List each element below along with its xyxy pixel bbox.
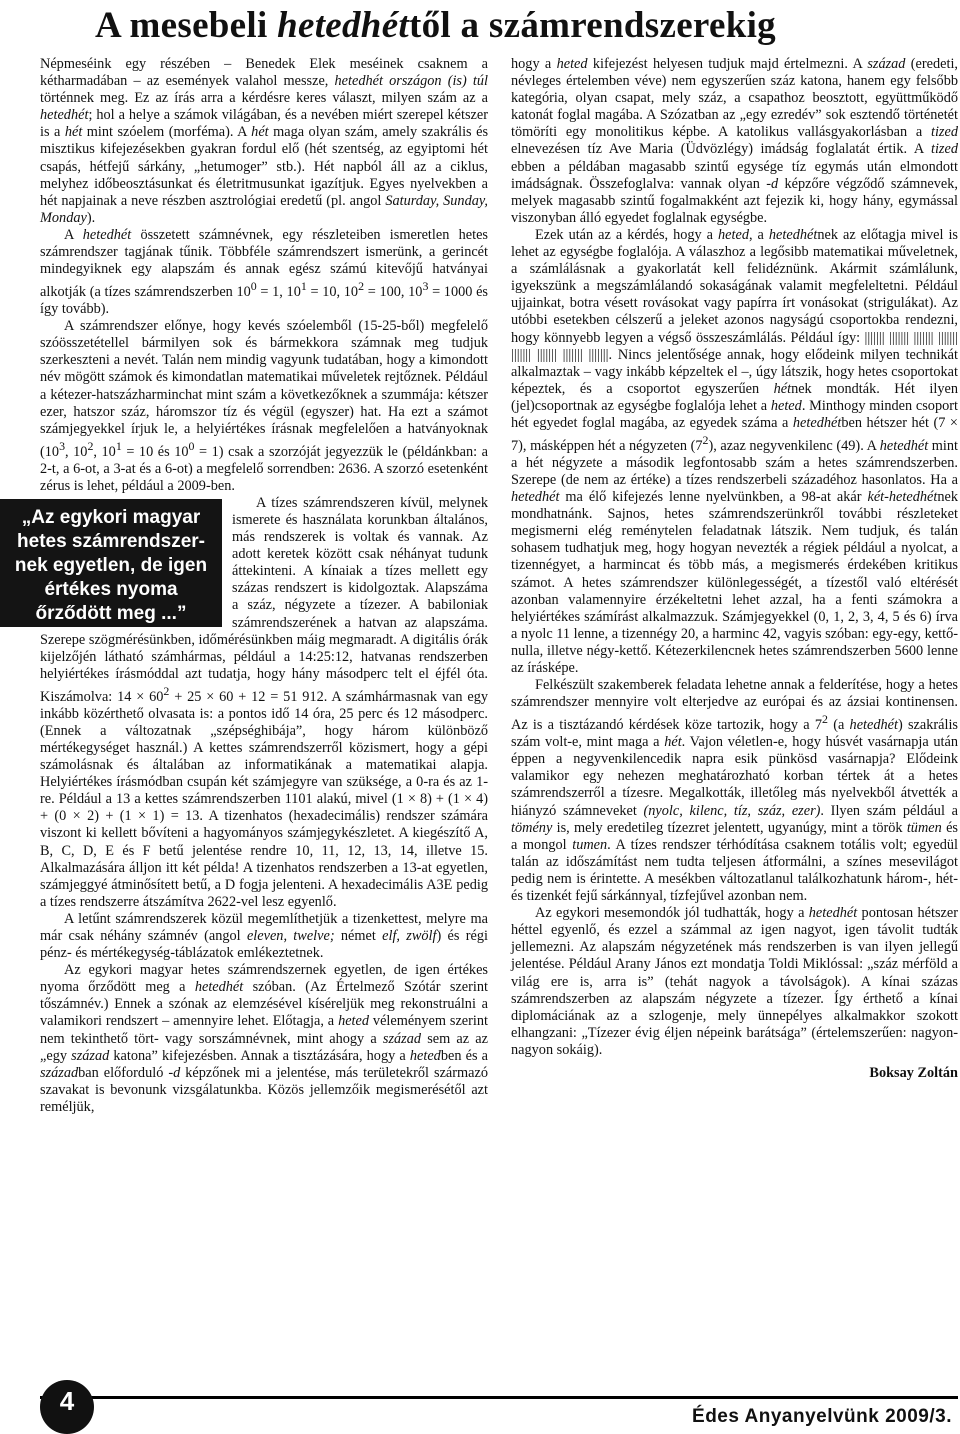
paragraph: A hetedhét összetett számnévnek, egy részleteiben ismeretlen hetes számrendszer tagjának tűnik. Többféle számrendszert ismerünk, a gerincét mindegyiknek egy alapszám és annak egész számú kitevőjű hatványai alkotják (a tízes számrendszerben $10^0 = 1$, $10^1 = 10$, $10^2 = 100$, $10^3 = 1000$ és így tovább).: [40, 226, 488, 318]
paragraph: Népmeséink egy részében – Benedek Elek meséinek csaknem a kétharmadában – az események valahol messze, hetedhét országon (is) túl történnek meg. Ez az írás arra a kérdésre keres választ, milyen szám az a hetedhét; hol a helye a számok világában, és a nevében miért szerepel kétszer is a hét mint szóelem (morféma). A hét maga olyan szám, amely szakrális és misztikus kifejezésekben gyakran fordul elő (hét szentség, az egyiptomi hét csapás, hétfejű sárkány, „hetumoger” stb.). Hét napból áll az a ciklus, melyhez időbeosztásunkat és életritmusunkat igazítjuk. Egyes nyelvekben a hét napjainak a neve részben asztrológiai eredetű (pl. angol Saturday, Sunday, Monday).: [40, 56, 489, 226]
left-column: [14, 56, 489, 1116]
paragraph: A letűnt számrendszerek közül megemlíthetjük a tizenkettest, melyre ma már csak néhány számnév (angol eleven, twelve; német elf, zwölf) és régi pénz- és mértékegység-táblázatok emlékeztetnek.: [40, 910, 488, 962]
paragraph: Felkészült szakemberek feladata lehetne annak a felderítése, hogy a hetes számrendszer mennyire volt elterjedve az európai és az ázsiai kontinensen. Az is a tisztázandó kérdések köze tartozik, hogy a $7^2$ (a hetedhét) szakrális szám volt-e, mint maga a hét. Vajon véletlen-e, hogy húsvét vasárnapja után éppen a negyvenkilencedik napra esik pünkösd vasárnapja? Elődeink valamikor egy nehezen meghatározható korban tértek át a hetes számrendszerről a tízesre. Megalkották, illetőleg más nyelvekből átvették a hiányzó számneveket (nyolc, kilenc, tíz, száz, ezer). Ilyen szám például a tömény is, mely eredetileg tízezret jelentett, ugyanúgy, mint a török tümen és a mongol tumen. A tízes rendszer térhódítása csaknem totális volt; egyedül talán az időszámítást nem tudta teljesen átformálni, a színes mesevilágot pedig nem is érintette. A mesékben változatlanul találkozhatunk három-, hét- és tizenkét fejű sárkánnyal, tízfejűvel azonban nem.: [511, 677, 958, 905]
article-title: A mesebeli hetedhéttől a számrendszerekig: [95, 5, 776, 46]
page-number: 4: [59, 1386, 75, 1416]
right-column: [511, 56, 958, 1082]
tally-marks: ||||||| ||||||| ||||||| ||||||| ||||||| ||||||| ||||||| |||||||: [511, 329, 959, 363]
author-name: Boksay Zoltán: [869, 1064, 958, 1081]
paragraph: Ezek után az a kérdés, hogy a heted, a hetedhétnek az előtagja mivel is lehet az egységbe foglalója. A válaszhoz a legősibb matematikai műveletnek, a számlálásnak a gyakorlatát kell felidéznünk. Akármit számlálunk, igyekszünk a megszámlálandó sokaságának valamit megfeleltetni. Például ujjainkat, botra vésett rovásokat vagy papírra írt vonásokat (strigulákat). Az utóbbi esetekben célszerű a jeleket azonos nagyságú csoportokba rendezni, hogy könnyebb legyen a végső összeszámlálás. Például így: ||||||| ||||||| ||||||| ||||||| ||||||| ||||||| ||||||| |||||||. Nincs jelentősége annak, hogy elődeink milyen technikát alkalmaztak – vagy inkább képzeltek el –, úgy látszik, hogy hetes csoportokat képeztek, és a csoportot egyszerűen hétnek mondták. Hét ilyen (jel)csoportnak az egységbe foglalója lehet a heted. Minthogy minden csoport hét egyedet foglal magába, az egyedek száma a hetedhétben hétszer hét (7 × 7), másképpen hét a négyzeten $(7^2)$, azaz negyvenkilenc (49). A hetedhét mint a hét négyzete a második legfontosabb szám a hetes számrendszerben. Szerepe (de nem az értéke) a tízes rendszerbeli századéhoz hasonlatos. Ha a hetedhét ma élő kifejezés lenne nyelvünkben, a 98-at akár két-hetedhétnek mondhatnánk. Sajnos, hetes számrendszerünkről további részleteket megismerni elég reménytelen feladatnak látszik. Nem tudjuk, és talán sohasem tudhatjuk meg, hogy hogyan nevezték a régiek például a nyolcat, a tizennégyet, a harmincat és több más, a megismerés érdekében kritikus számot. A hetes számrendszer különlegességét, a tízestől való eltérését azonban valamennyire érzékeltetni lehet azzal, ha a fenti számokra a helyiértékes számírást alkalmazzuk. Számjegyekkel (0, 1, 2, 3, 4, 5 és 6) írva a nyolc 11 lenne, a tizennégy 20, a harminc 42, vagyis szóban: egy-egy, kettő-nulla, illetve négy-kettő. Kétezerkilencnek hetes számrendszerben 5600 lenne az írásképe.: [511, 226, 959, 677]
paragraph: A tízes számrendszeren kívül, melynek ismerete és használata korunkban általános, más rendszerek is voltak és vannak. Az adott keretek között csak néhányat tudunk áttekinteni. A kínaiak a tízes mellett egy százas rendszert is kidolgoztak. Alapszáma a száz, négyzete a tízezer. A babiloniak számrendszerének a hatvan az alapszáma. Szerepe szögmérésünkben, időmérésünkben máig megmaradt. A digitális órák kijelzőjén látható számhármas, például a 14:25:12, hatvanas rendszerben helyiértékes írásmóddal azt tudatja, hogy hány másodperc telt el éjfél óta. Kiszámolva: $14 \times 60^2 + 25 \times 60 + 12 = 51$ 912. A számhármasnak van egy inkább közérthető olvasata is: a pontos idő 14 óra, 25 perc és 12 másodperc. (Ennek a változatnak „szépséghibája”, hogy három különböző mértékegységet használ.) A kettes számrendszerről közismert, hogy a gépi számolásnak és általában az informatikának a matematikai alapja. Helyiértékes írásmódban csupán két számjegyre van szüksége, a 0-ra és az 1-re. Például a 13 a kettes számrendszerben 1101 alakú, mivel (1 × 8) + (1 × 4) + (0 × 2) + (1 × 1) = 13. A tizenhatos (hexadecimális) rendszer számára viszont ki kellett bővíteni a hagyományos számjegykészletet. A kiegészítő A, B, C, D, E és F betű jelentése rendre 10, 11, 12, 13, 14, illetve 15. Alkalmazására álljon itt két példa! A tizenhatos rendszerben a 13-at egyetlen, számjeggyé átminősített betű, a D fogja jelenteni. A hexadecimális A3E pedig a tízes rendszerre átszámítva 2622-vel lesz egyenlő.: [40, 494, 488, 910]
page-number-badge: [40, 1380, 94, 1434]
paragraph: hogy a heted kifejezést helyesen tudjuk majd értelmezni. A század (eredeti, névleges értelemben véve) nem egyszerűen száz katona, hanem egy felsőbb kategória, olyan csapat, mely száz, a csapathoz beosztott, együttműködő katonát foglal magába. A Szózatban az „egy ezredév” sok esztendő történetét tömöríti egy monolitikus képbe. A katolikus vallásgyakorlásban a tized elnevezésen tíz Ave Maria (Üdvözlégy) imádság foglalatát értik. A tized ebben a példában magasabb szintű egysége tíz egymás után elmondott imádságnak. Összefoglalva: vannak olyan -d képzőre végződő számnevek, melyek magasabb szintű fogalmakként azt fejezik ki, hogy hány, egymással viszonyban álló egyedet foglalnak egységbe.: [511, 56, 958, 226]
title-italic-word: hetedhét: [277, 5, 409, 46]
journal-name: Édes Anyanyelvünk 2009/3.: [692, 1406, 952, 1427]
paragraph: A számrendszer előnye, hogy kevés szóelemből (15-25-ből) megfelelő szóösszetétellel bármilyen sok és bármekkora számnak meg tudjuk szerkeszteni a nevét. Talán nem mindig vagyunk tudatában, hogy a kimondott név mögött számok és kimondatlan matematikai műveletek rejtőznek. Például a kétezer-hatszázharminchat mint szám a következőknek a szummája: kétszer ezer, hatszor száz, háromszor tíz és végül (egyszer) hat. Ha ezt a számot számjegyekkel írjuk le, a helyiértékes írásnak megfelelően a hatványoknak ($10^3$, $10^2$, $10^1 = 10$ és $10^0 = 1$) csak a szorzóját jegyezzük le (példánkban: a 2-t, a 6-ot, a 3-at és a 6-ot) a megfelelő sorrendben: 2636. A szorzó esetenként zérus is lehet, például a 2009-ben.: [40, 318, 488, 494]
paragraph: Az egykori magyar hetes számrendszernek egyetlen, de igen értékes nyoma őrződött meg a hetedhét szóban. (Az Értelmező Szótár szerint tőszámnév.) Ennek a szónak az elemzésével kíséreljük meg rekonstruálni a valamikori rendszert – amennyire lehet. Előtagja, a heted véleményem szerint nem tekinthető tört- vagy sorszámnévnek, mint ahogy a század sem az az „egy század katona” kifejezésben. Annak a tisztázására, hogy a hetedben és a században előforduló -d képzőnek mi a jelentése, más területekről származó szavakat is bevonunk vizsgálatunkba. Közös jellemzőik megismerésétől azt reméljük,: [40, 962, 489, 1115]
paragraph: Az egykori mesemondók jól tudhatták, hogy a hetedhét pontosan hétszer héttel egyenlő, és ezzel a számmal az igen nagyot, igen távolit tudták jellemezni. Az alapszám négyzetének más rendszerben is van ilyen jellegű jelentése. Például Arany János ezt mondatja Toldi Miklóssal: „száz mérföld a világ ere is, arra is” (tehát nagyok a távolságok). A kínai százas számrendszerben az alapszám négyzete a tízezer. Így érthető a kínai diplomáciának az a szlogenje, mely ünnepélyes alkalmakkor szokott elhangzani: „Tízezer évig éljen népeink barátsága” (értelemszerűen: nagyon-nagyon sokáig).: [511, 905, 958, 1058]
pull-quote: „Az egykori magyar hetes számrendszer-nek egyetlen, de igen értékes nyoma őrződött meg ...”: [0, 499, 222, 627]
